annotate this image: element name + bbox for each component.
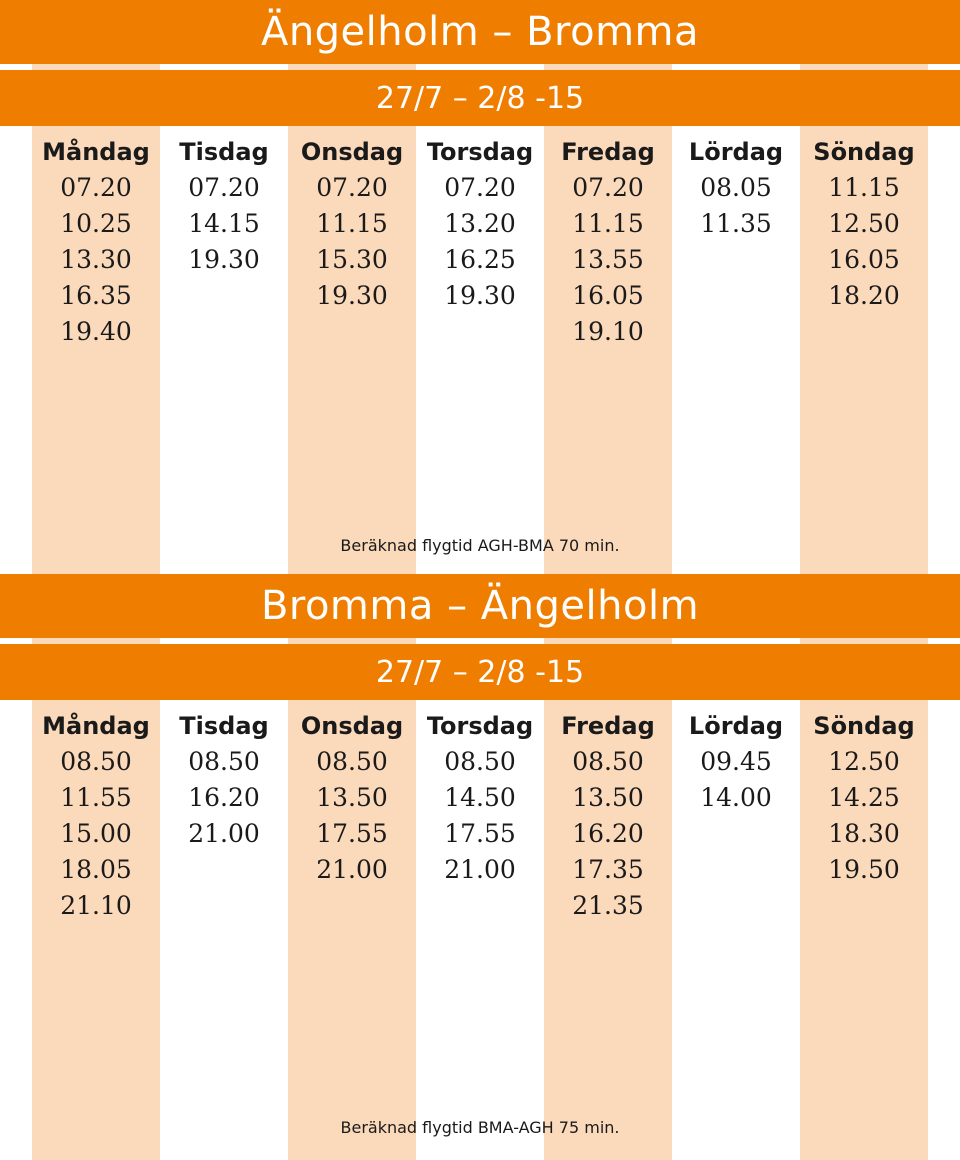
- day-column-saturday: [672, 134, 800, 242]
- day-name: Lördag: [688, 712, 784, 740]
- day-name: Fredag: [561, 712, 655, 740]
- day-name: Måndag: [42, 712, 150, 740]
- departure-time: 13.50: [572, 783, 644, 812]
- departure-time: 19.30: [444, 281, 516, 310]
- day-column-monday: [32, 134, 160, 350]
- departure-time: 14.00: [700, 783, 772, 812]
- departure-time: 16.20: [188, 783, 260, 812]
- departure-time: 11.55: [60, 783, 132, 812]
- departure-time: 08.05: [700, 173, 772, 202]
- route-title: Ängelholm – Bromma: [0, 0, 960, 64]
- day-name: Tisdag: [179, 712, 269, 740]
- departure-time: 16.20: [572, 819, 644, 848]
- departure-time: 07.20: [188, 173, 260, 202]
- departure-time: 15.30: [316, 245, 388, 274]
- day-column-friday: [544, 708, 672, 924]
- departure-time: 07.20: [444, 173, 516, 202]
- departure-time: 11.15: [828, 173, 900, 202]
- departure-time: 08.50: [316, 747, 388, 776]
- departure-time: 19.10: [572, 317, 644, 346]
- departure-time: 16.25: [444, 245, 516, 274]
- flight-time-note: Beräknad flygtid BMA-AGH 75 min.: [340, 1118, 620, 1137]
- departure-time: 07.20: [572, 173, 644, 202]
- route-title: Bromma – Ängelholm: [0, 574, 960, 638]
- departure-time: 13.30: [60, 245, 132, 274]
- departure-time: 07.20: [60, 173, 132, 202]
- departure-time: 18.05: [60, 855, 132, 884]
- departure-time: 16.05: [572, 281, 644, 310]
- departure-time: 21.00: [444, 855, 516, 884]
- departure-time: 19.30: [188, 245, 260, 274]
- departure-time: 08.50: [572, 747, 644, 776]
- day-name: Torsdag: [426, 138, 534, 166]
- departure-time: 19.50: [828, 855, 900, 884]
- departure-time: 21.00: [188, 819, 260, 848]
- departure-time: 14.25: [828, 783, 900, 812]
- departure-time: 13.20: [444, 209, 516, 238]
- day-column-sunday: [800, 134, 928, 314]
- departure-time: 10.25: [60, 209, 132, 238]
- date-range: 27/7 – 2/8 -15: [0, 644, 960, 700]
- departure-time: 14.15: [188, 209, 260, 238]
- departure-time: 17.35: [572, 855, 644, 884]
- day-column-tuesday: [160, 708, 288, 852]
- departure-time: 19.40: [60, 317, 132, 346]
- day-column-monday: [32, 708, 160, 924]
- departure-time: 17.55: [444, 819, 516, 848]
- day-name: Tisdag: [179, 138, 269, 166]
- departure-time: 09.45: [700, 747, 772, 776]
- departure-time: 12.50: [828, 747, 900, 776]
- departure-time: 21.10: [60, 891, 132, 920]
- day-column-thursday: [416, 708, 544, 888]
- departure-time: 08.50: [188, 747, 260, 776]
- day-name: Lördag: [688, 138, 784, 166]
- departure-time: 19.30: [316, 281, 388, 310]
- day-column-thursday: [416, 134, 544, 314]
- day-name: Måndag: [42, 138, 150, 166]
- day-column-wednesday: [288, 134, 416, 314]
- day-column-saturday: [672, 708, 800, 816]
- day-name: Söndag: [813, 138, 915, 166]
- date-range: 27/7 – 2/8 -15: [0, 70, 960, 126]
- departure-time: 08.50: [60, 747, 132, 776]
- day-name: Söndag: [813, 712, 915, 740]
- day-name: Fredag: [561, 138, 655, 166]
- departure-time: 08.50: [444, 747, 516, 776]
- departure-time: 13.50: [316, 783, 388, 812]
- departure-time: 11.15: [316, 209, 388, 238]
- departure-time: 14.50: [444, 783, 516, 812]
- departure-time: 11.15: [572, 209, 644, 238]
- day-name: Onsdag: [300, 138, 404, 166]
- departure-time: 13.55: [572, 245, 644, 274]
- departure-time: 18.30: [828, 819, 900, 848]
- day-column-friday: [544, 134, 672, 350]
- departure-time: 21.35: [572, 891, 644, 920]
- flight-time-note: Beräknad flygtid AGH-BMA 70 min.: [340, 536, 620, 555]
- departure-time: 21.00: [316, 855, 388, 884]
- departure-time: 11.35: [700, 209, 772, 238]
- departure-time: 18.20: [828, 281, 900, 310]
- day-name: Onsdag: [300, 712, 404, 740]
- departure-time: 16.05: [828, 245, 900, 274]
- day-name: Torsdag: [426, 712, 534, 740]
- departure-time: 15.00: [60, 819, 132, 848]
- day-column-sunday: [800, 708, 928, 888]
- departure-time: 07.20: [316, 173, 388, 202]
- departure-time: 17.55: [316, 819, 388, 848]
- day-column-tuesday: [160, 134, 288, 278]
- departure-time: 16.35: [60, 281, 132, 310]
- day-column-wednesday: [288, 708, 416, 888]
- departure-time: 12.50: [828, 209, 900, 238]
